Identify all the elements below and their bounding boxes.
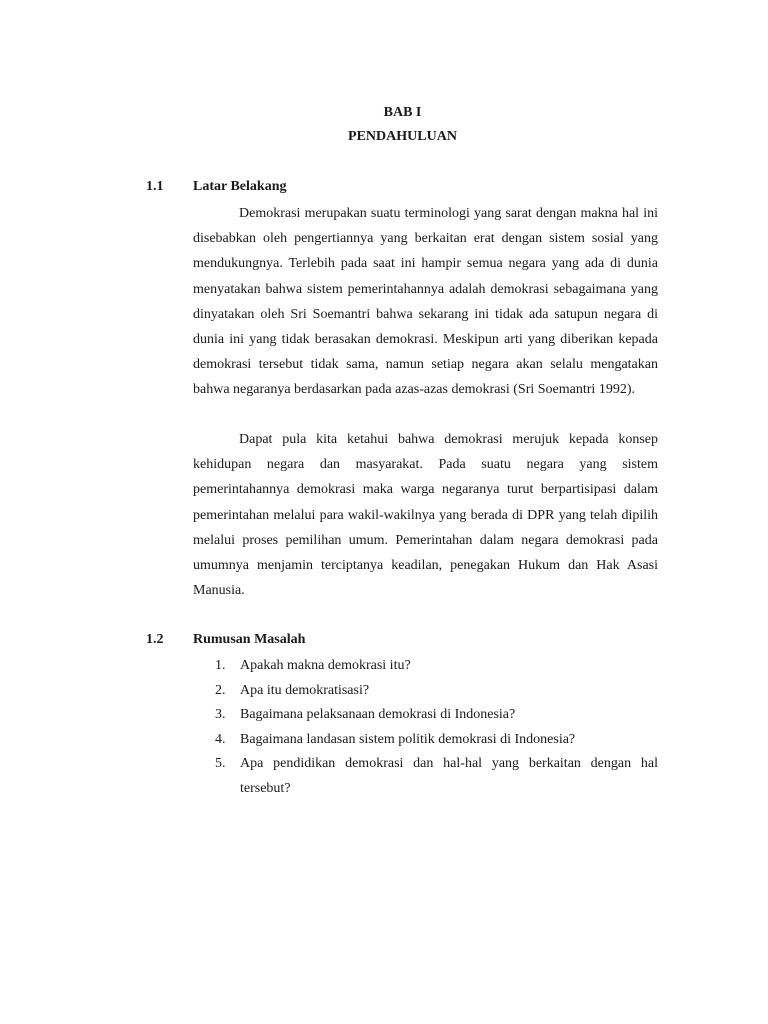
list-item — [193, 654, 658, 679]
list-item — [193, 679, 658, 704]
section-number: 1.1 — [146, 179, 164, 194]
list-item-text: Bagaimana pelaksanaan demokrasi di Indonesia? — [240, 707, 516, 723]
list-item-number: 1. — [215, 658, 226, 673]
list-item-text: Bagaimana landasan sistem politik demokrasi di Indonesia? — [240, 731, 576, 747]
list-item-text: Apa pendidikan demokrasi dan hal-hal yang berkaitan dengan hal tersebut? — [240, 756, 658, 796]
paragraph: Demokrasi merupakan suatu terminologi yang sarat dengan makna hal ini disebabkan oleh pengertiannya yang berkaitan erat dengan sistem sosial yang mendukungnya. Terlebih pada saat ini hampir semua negara yang ada di dunia menyatakan bahwa sistem pemerintahannya adalah demokrasi sebagaimana yang dinyatakan oleh Sri Soemantri bahwa sekarang ini tidak ada satupun negara di dunia ini yang tidak berasakan demokrasi. Meskipun arti yang diberikan kepada demokrasi tersebut tidak sama, namun setiap negara akan selalu mengatakan bahwa negaranya berdasarkan pada azas-azas demokrasi (Sri Soemantri 1992). — [193, 206, 658, 398]
list-item-number: 5. — [215, 756, 226, 772]
list-item — [193, 728, 658, 753]
list-item-number: 4. — [215, 731, 226, 747]
list-item-text: Apakah makna demokrasi itu? — [240, 658, 411, 673]
paragraph: Dapat pula kita ketahui bahwa demokrasi merujuk kepada konsep kehidupan negara dan masyarakat. Pada suatu negara yang sistem pemerintahannya demokrasi maka warga negaranya turut berpartisipasi dalam pemerintahan melalui para wakil-wakilnya yang berada di DPR yang telah dipilih melalui proses pemilihan umum. Pemerintahan dalam negara demokrasi pada umumnya menjamin terciptanya keadilan, penegakan Hukum dan Hak Asasi Manusia. — [193, 432, 658, 599]
section-number: 1.2 — [146, 632, 164, 647]
list-item-number: 2. — [215, 682, 226, 698]
list-item-text: Apa itu demokratisasi? — [240, 682, 370, 698]
section-heading: Rumusan Masalah — [193, 632, 306, 647]
list-item — [193, 752, 658, 801]
list-item-number: 3. — [215, 707, 226, 723]
section-heading: Latar Belakang — [193, 179, 287, 194]
chapter-title: PENDAHULUAN — [348, 129, 457, 144]
problem-list — [193, 654, 658, 802]
list-item — [193, 703, 658, 728]
chapter-label: BAB I — [383, 105, 422, 120]
